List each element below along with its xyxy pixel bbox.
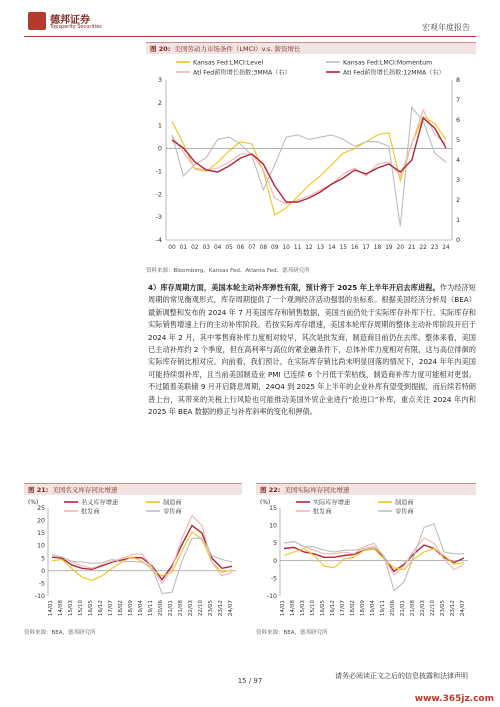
fig22-x-tick: 18/02 [350, 600, 356, 617]
fig20-title: 美国劳动力市场条件（LMCI）v.s. 薪资增长 [174, 45, 301, 53]
fig21-x-tick: 21/01 [168, 600, 174, 617]
fig22-x-tick: 24/07 [460, 600, 466, 617]
fig21-x-tick: 17/07 [108, 600, 114, 617]
fig22-x-tick: 23/12 [450, 600, 456, 617]
fig21-x-tick: 19/11 [148, 600, 154, 617]
fig21-unit: (%) [28, 499, 39, 506]
fig21-x-tick: 20/06 [158, 600, 164, 617]
fig21-lines [52, 516, 232, 594]
fig20-yleft-tick: -4 [155, 236, 162, 244]
fig21-x-tick: 16/12 [98, 600, 104, 617]
fig21-x-tick: 15/10 [78, 600, 84, 617]
fig22-x-tick: 19/11 [380, 600, 386, 617]
fig20-legend-label: Atl Fed薪资增长指数:12MMA（右） [343, 69, 445, 77]
fig20-legend-label: Kansas Fed:LMCI:Momentum [343, 59, 433, 67]
watermark: www.365jz.com [414, 694, 494, 704]
report-type: 宏观年度报告 [422, 23, 470, 32]
fig21-series-line [52, 526, 232, 580]
fig20-yright-tick: 5 [456, 136, 461, 144]
fig21-y-tick: 20 [37, 517, 45, 525]
body-paragraph [148, 282, 476, 418]
fig21-x-tick: 18/09 [128, 600, 134, 617]
fig22-legend-label: 实际库存增速 [313, 499, 351, 507]
fig20-x-tick: 14 [328, 245, 336, 251]
fig20-x-tick: 04 [213, 245, 222, 251]
fig22-y-tick: 15 [269, 505, 277, 512]
fig22-x-tick: 14/01 [280, 600, 286, 617]
fig21-number: 图 21: [28, 486, 49, 494]
fig20-x-tick: 21 [408, 245, 416, 251]
fig22-axes [260, 499, 468, 616]
brand-name-en: Topsperity Securities [50, 24, 102, 30]
fig21-x-tick: 24/07 [228, 600, 234, 617]
fig21-legend-label: 批发商 [81, 508, 100, 516]
fig22-legend-label: 零售商 [395, 508, 414, 516]
fig20-x-tick: 11 [293, 245, 302, 251]
fig21-y-tick: 10 [37, 542, 45, 550]
fig21-series-line [52, 516, 232, 584]
fig21-y-tick: 5 [41, 555, 45, 563]
fig20-yright-tick: 1 [456, 216, 461, 224]
fig20-chart [146, 54, 476, 264]
fig21-y-tick: 0 [41, 567, 45, 575]
disclaimer: 请务必阅读正文之后的信息披露和法律声明 [335, 672, 468, 680]
fig20-x-tick: 00 [168, 245, 176, 251]
fig22-title-bar [256, 483, 476, 495]
fig20-x-tick: 07 [248, 245, 256, 251]
fig21-x-tick: 15/03 [68, 600, 74, 617]
fig21-x-tick: 19/04 [138, 600, 144, 617]
body-lead: 4）库存周期方面，美国本轮主动补库弹性有限，预计将于 2025 年上半年开启去库进程。 [148, 283, 440, 292]
fig22-y-tick: 10 [269, 522, 277, 530]
fig20-lines [172, 107, 446, 226]
fig22-number: 图 22: [260, 486, 281, 494]
fig21-y-tick: -10 [34, 593, 45, 600]
fig20-series-line [172, 110, 446, 204]
fig22-x-tick: 15/10 [310, 600, 316, 617]
fig20-series-line [172, 118, 446, 202]
fig22-x-tick: 22/03 [420, 600, 426, 617]
fig20-x-tick: 08 [259, 245, 268, 251]
fig22-x-tick: 18/09 [360, 600, 366, 617]
fig21-x-tick: 23/12 [218, 600, 224, 617]
fig22-legend-label: 批发商 [313, 508, 332, 516]
fig21-x-tick: 21/08 [178, 600, 184, 617]
fig20-yright-tick: 3 [456, 176, 461, 184]
fig22-source: 资料来源：BEA，德邦研究所 [256, 630, 328, 636]
fig20-yleft-tick: -3 [155, 213, 162, 222]
fig22-x-tick: 16/12 [330, 600, 336, 617]
fig22-series-line [284, 538, 464, 575]
fig20-x-tick: 13 [316, 245, 325, 251]
fig20-yright-tick: 2 [456, 196, 461, 204]
fig20-yright-tick: 0 [456, 236, 461, 244]
fig21-source: 资料来源：BEA，德邦研究所 [24, 630, 96, 636]
fig21-legend-label: 零售商 [163, 508, 182, 516]
fig22-x-tick: 17/07 [340, 600, 346, 617]
fig22-y-tick: -10 [266, 593, 277, 600]
fig20-title-bar [146, 42, 476, 54]
fig21-y-tick: -5 [38, 580, 45, 588]
fig21-x-tick: 14/08 [58, 600, 64, 617]
fig22-y-tick: 0 [273, 557, 277, 565]
fig20-x-tick: 19 [385, 245, 393, 251]
fig22-chart [256, 496, 476, 626]
header-divider [24, 36, 476, 37]
fig20-x-tick: 16 [350, 245, 359, 251]
fig22-series-line [284, 524, 464, 591]
fig20-x-tick: 09 [271, 245, 279, 251]
fig20-x-tick: 01 [179, 245, 188, 251]
fig22-y-tick: -5 [270, 575, 277, 583]
fig20-x-tick: 03 [202, 245, 210, 251]
fig20-source: 资料来源：Bloomberg、Kansas Fed、Atlanta Fed、德邦研究所 [146, 268, 310, 274]
fig20-x-tick: 05 [225, 245, 233, 251]
fig22-legend [296, 499, 414, 516]
brand-mark-icon [28, 12, 46, 30]
fig20-yleft-tick: 1 [157, 121, 162, 130]
fig21-legend-label: 制造商 [163, 499, 182, 507]
fig20-x-tick: 23 [430, 245, 439, 251]
fig20-yleft-tick: 2 [157, 98, 162, 107]
fig22-x-tick: 14/08 [290, 600, 296, 617]
fig21-title-bar [24, 483, 242, 495]
fig20-legend-label: Kansas Fed:LMCI:Level [193, 59, 264, 67]
fig21-chart [24, 496, 244, 626]
fig20-x-tick: 06 [236, 245, 245, 251]
fig21-x-tick: 22/10 [198, 600, 204, 617]
fig21-legend-label: 名义库存增速 [81, 499, 119, 507]
fig22-x-tick: 16/05 [320, 600, 326, 617]
fig20-yright-tick: 6 [456, 116, 461, 124]
fig20-x-tick: 02 [191, 245, 199, 251]
fig22-x-tick: 23/05 [440, 600, 446, 617]
fig20-x-tick: 10 [282, 245, 290, 251]
fig22-x-tick: 22/10 [430, 600, 436, 617]
fig22-x-tick: 19/04 [370, 600, 376, 617]
fig21-x-tick: 22/03 [188, 600, 194, 617]
fig22-unit: (%) [260, 499, 271, 506]
fig22-x-tick: 21/08 [410, 600, 416, 617]
fig21-legend [64, 499, 182, 516]
fig21-x-tick: 23/05 [208, 600, 214, 617]
fig20-axes [156, 76, 461, 251]
fig20-number: 图 20: [150, 45, 171, 53]
fig21-title: 美国名义库存同比增速 [52, 486, 118, 494]
fig21-x-tick: 14/01 [48, 600, 54, 617]
fig20-x-tick: 24 [442, 245, 450, 251]
fig20-x-tick: 18 [373, 245, 382, 251]
fig20-yright-tick: 7 [456, 96, 461, 104]
fig20-yleft-tick: 0 [157, 144, 162, 153]
fig20-legend [176, 60, 445, 77]
fig20-x-tick: 17 [362, 245, 370, 251]
fig21-y-tick: 15 [37, 530, 45, 538]
fig22-y-tick: 5 [273, 540, 277, 548]
fig20-yright-tick: 8 [456, 76, 461, 84]
body-text: 作为经济短周期的常见衡观形式，库存周期提供了一个观测经济活动强弱的坐标系。根据美国经济分析局（BEA）最新调整和发布的 2024 年 7 月美国库存和销售数据，美国当前仍处于实际库存补库下行、实际库存和实际销售增速上行的主动补库阶段。若按实际库存增速，美国本轮库存周期的整体主动补库阶段开启于 2024 年 2 月，其中零售商补库力度相对较早，其次是批发商，制造商目前仍在去库。整体来看，美国已主动补库约 2 个季度，但在高利率与高位的紧金融条件下，总体补库力度相对有限，这与高位徘徊的实际库存销比相对应。向前看，我们预计，在实际库存销比尚未明显回落的情况下，2024 年年内美国可能持续弱补库，且当前美国制造业 PMI 已连续 6 个月低于荣枯线，制造商补库力度可能相对更弱。不过随着美联储 9 月开启降息周期，24Q4 到 2025 年上半年的企业补库有望受到提振，而后续若特朗普上台，其带来的关税上行风险也可能推动美国外贸企业进行“抢进口”补库，重点关注 2024 年内和 2025 年 BEA 数据的修正与补库斜率的变化和押债。 [148, 283, 476, 417]
fig20-x-tick: 20 [396, 245, 405, 251]
fig21-x-tick: 16/05 [88, 600, 94, 617]
brand-logo [28, 10, 124, 36]
fig20-x-tick: 15 [339, 245, 347, 251]
brand-name: 德邦证券 [50, 15, 90, 26]
fig21-x-tick: 18/02 [118, 600, 124, 617]
fig22-x-tick: 15/03 [300, 600, 306, 617]
fig20-x-tick: 12 [305, 245, 313, 251]
fig22-lines [284, 524, 464, 591]
fig20-series-line [172, 117, 446, 215]
fig20-x-tick: 22 [419, 245, 427, 251]
fig21-y-tick: 25 [37, 505, 45, 512]
fig20-yleft-tick: -2 [155, 190, 162, 199]
fig20-yleft-tick: 3 [157, 76, 162, 84]
fig20-yright-tick: 4 [456, 156, 461, 164]
fig22-x-tick: 21/01 [400, 600, 406, 617]
fig20-legend-label: Atl Fed薪资增长指数:3MMA（右） [193, 69, 291, 77]
fig22-legend-label: 制造商 [395, 499, 414, 507]
page-number: 15 / 97 [237, 677, 263, 685]
fig22-title: 美国实际库存同比增速 [284, 486, 350, 494]
fig22-x-tick: 20/06 [390, 600, 396, 617]
fig20-yleft-tick: -1 [155, 167, 162, 176]
